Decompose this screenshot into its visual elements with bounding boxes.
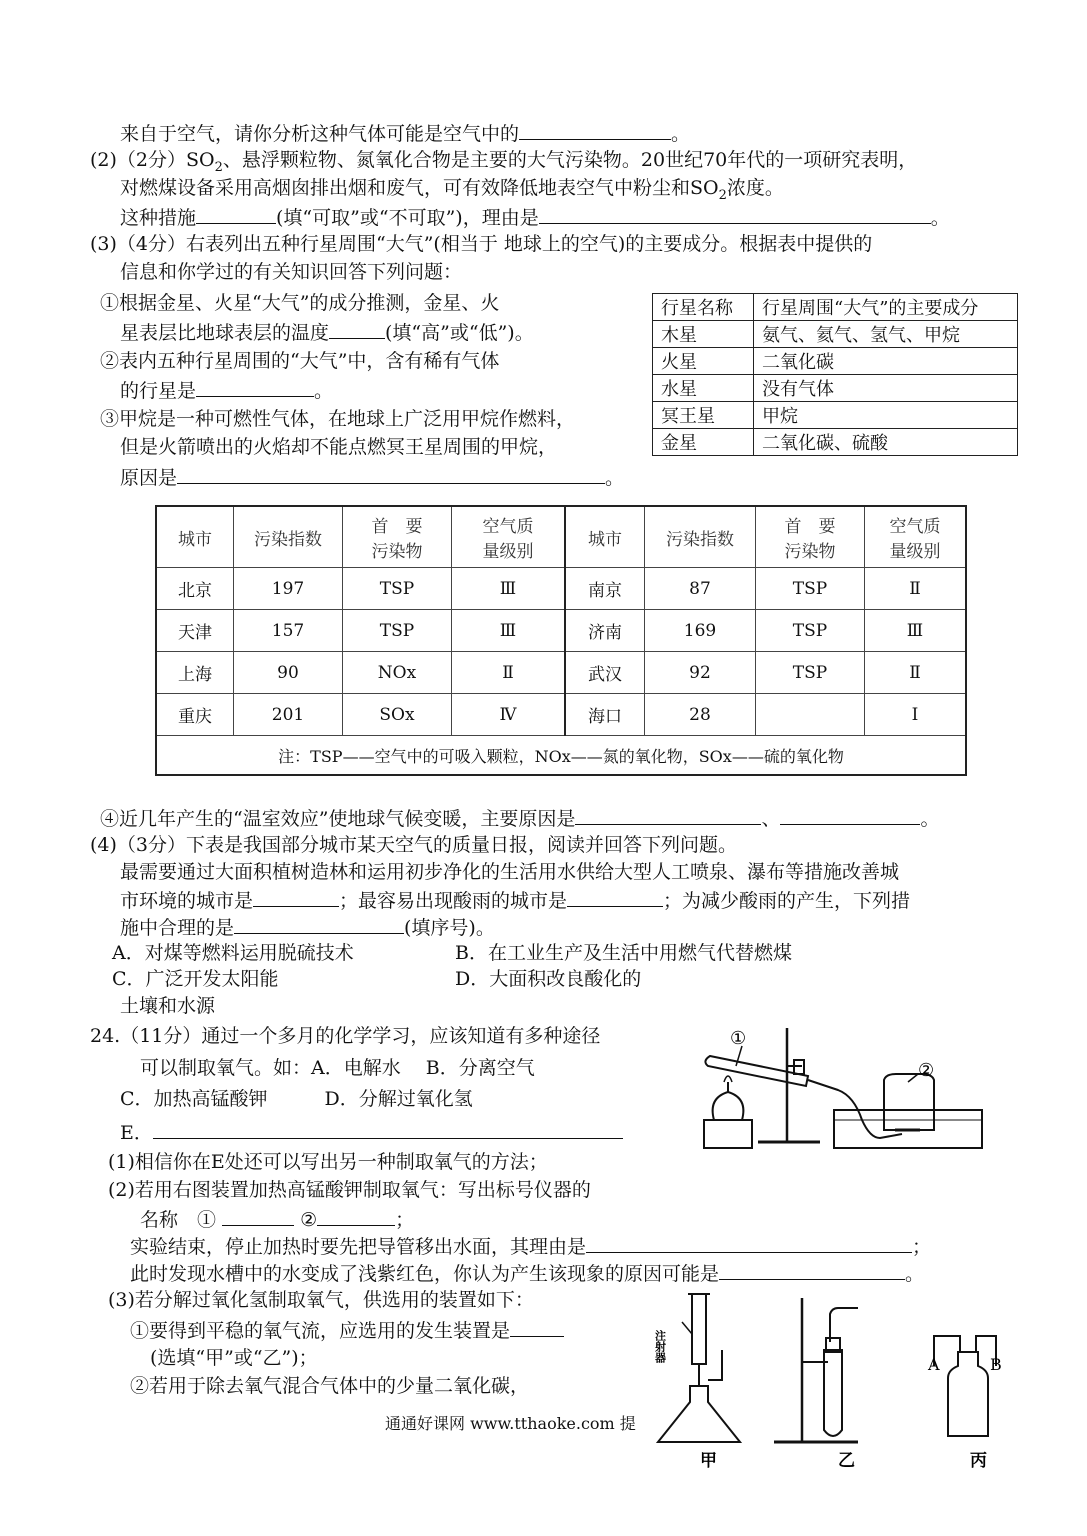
table-cell: Ⅲ (865, 610, 967, 652)
table-row (156, 652, 966, 694)
table-cell: 上海 (156, 652, 234, 694)
answer-blank[interactable] (177, 463, 605, 484)
table-row (653, 429, 1018, 456)
table-cell: 甲烷 (754, 402, 1018, 429)
table-cell: TSP (756, 568, 865, 610)
table-header-cell: 首 要 污染物 (756, 506, 865, 568)
table-cell: Ⅰ (865, 694, 967, 736)
q4-line4: 施中合理的是 (填序号)。 (120, 913, 495, 941)
answer-blank[interactable] (575, 804, 761, 825)
table-note: 注：TSP——空气中的可吸入颗粒，NOx——氮的氧化物，SOx——硫的氧化物 (156, 736, 966, 776)
q3-sub2-a: ②表内五种行星周围的“大气”中，含有稀有气体 (100, 350, 500, 372)
q24-sub1: (1)相信你在E处还可以写出另一种制取氧气的方法； (108, 1151, 548, 1173)
answer-blank[interactable] (196, 203, 276, 224)
table-cell: TSP (756, 652, 865, 694)
syringe-label: 注射器 (653, 1330, 667, 1363)
port-a-label: A (928, 1355, 940, 1374)
table-cell: 没有气体 (754, 375, 1018, 402)
q3-line1: (3)（4分）右表列出五种行星周围“大气”(相当于 地球上的空气)的主要成分。根据表中提供的 (90, 233, 873, 255)
q3-sub3-a: ③甲烷是一种可燃性气体，在地球上广泛用甲烷作燃料， (100, 408, 576, 430)
table-header-cell: 污染指数 (645, 506, 756, 568)
table-header-row (653, 294, 1018, 321)
answer-blank[interactable] (586, 1232, 912, 1253)
answer-blank[interactable] (153, 1118, 623, 1139)
option-c: C．广泛开发太阳能 (112, 968, 279, 990)
table-cell: 武汉 (565, 652, 645, 694)
answer-blank[interactable] (329, 318, 385, 339)
table-row (653, 402, 1018, 429)
q3-sub3-c: 原因是 。 (120, 463, 624, 491)
table-cell: 157 (234, 610, 343, 652)
device-bing-label: 丙 (970, 1451, 987, 1470)
q24-sub3-c: ②若用于除去氧气混合气体中的少量二氧化碳， (130, 1375, 530, 1397)
table-row (156, 610, 966, 652)
option-d: D．大面积改良酸化的 (455, 968, 642, 990)
city-air-quality-table (155, 505, 967, 776)
table-cell: 201 (234, 694, 343, 736)
mark-1-label: ① (730, 1028, 747, 1049)
table-row (653, 375, 1018, 402)
q24-sub3-b: (选填“甲”或“乙”)； (150, 1347, 318, 1369)
port-b-label: B (990, 1355, 1002, 1374)
device-jia-label: 甲 (700, 1451, 717, 1470)
table-cell: 二氧化碳 (754, 348, 1018, 375)
table-row (156, 568, 966, 610)
table-cell: 90 (234, 652, 343, 694)
table-row (156, 694, 966, 736)
option-b: B．在工业生产及生活中用燃气代替燃煤 (455, 942, 792, 964)
mark-2-label: ② (918, 1060, 935, 1081)
answer-blank[interactable] (510, 1316, 564, 1337)
table-cell: 金星 (653, 429, 754, 456)
q4-line1: (4)（3分）下表是我国部分城市某天空气的质量日报，阅读并回答下列问题。 (90, 834, 738, 856)
table-row (653, 321, 1018, 348)
table-cell: 二氧化碳、硫酸 (754, 429, 1018, 456)
q3-sub3-b: 但是火箭喷出的火焰却不能点燃冥王星周围的甲烷， (120, 436, 558, 458)
q3-sub1-a: ①根据金星、火星“大气”的成分推测，金星、火 (100, 292, 500, 314)
table-cell: TSP (343, 610, 452, 652)
page-footer: 通通好课网 www.tthaoke.com 提 (385, 1414, 636, 1433)
q3-sub1-b: 星表层比地球表层的温度 (填“高”或“低”)。 (120, 318, 534, 346)
table-header-cell: 城市 (156, 506, 234, 568)
oxygen-generator-options (648, 1290, 1023, 1470)
table-header-row (156, 506, 966, 568)
table-cell: 重庆 (156, 694, 234, 736)
table-cell: TSP (343, 568, 452, 610)
table-cell: 天津 (156, 610, 234, 652)
answer-blank[interactable] (539, 203, 931, 224)
q2-line1: (2)（2分）$SO_2$、悬浮颗粒物、氮氧化合物是主要的大气污染物。20世纪70年代的一项研究表明， (90, 149, 918, 175)
table-header-cell: 行星周围“大气”的主要成分 (754, 294, 1018, 321)
q24-sub3-a: ①要得到平稳的氧气流，应选用的发生装置是 (130, 1316, 564, 1344)
table-cell: 氨气、氦气、氢气、甲烷 (754, 321, 1018, 348)
device-yi-label: 乙 (838, 1451, 855, 1470)
table-row (653, 348, 1018, 375)
table-header-cell: 空气质 量级别 (865, 506, 967, 568)
answer-blank[interactable] (222, 1205, 294, 1226)
table-cell: 海口 (565, 694, 645, 736)
table-cell: TSP (756, 610, 865, 652)
q24-line1: 24.（11分）通过一个多月的化学学习，应该知道有多种途径 (90, 1025, 601, 1047)
table-cell: 北京 (156, 568, 234, 610)
q24-sub2-names: 名称 ① ② ； (140, 1205, 414, 1233)
table-cell (756, 694, 865, 736)
table-header-cell: 首 要 污染物 (343, 506, 452, 568)
answer-blank[interactable] (567, 886, 663, 907)
table-cell: Ⅲ (452, 610, 566, 652)
answer-blank[interactable] (519, 119, 671, 140)
q24-line4: E． (120, 1118, 623, 1146)
table-cell: 济南 (565, 610, 645, 652)
table-cell: 92 (645, 652, 756, 694)
q24-line2: 可以制取氧气。如：A．电解水 B．分离空气 (140, 1057, 535, 1079)
q24-sub2: (2)若用右图装置加热高锰酸钾制取氧气：写出标号仪器的 (108, 1179, 591, 1201)
q24-sub2-reason: 实验结束，停止加热时要先把导管移出水面，其理由是 ； (130, 1232, 931, 1260)
q24-sub3: (3)若分解过氧化氢制取氧气，供选用的装置如下： (108, 1289, 534, 1311)
q1-tail: 来自于空气，请你分析这种气体可能是空气中的 。 (120, 119, 690, 147)
q3-sub2-b: 的行星是 。 (120, 376, 333, 404)
table-cell: 南京 (565, 568, 645, 610)
kmno4-heating-apparatus (690, 1020, 990, 1150)
q3-line2: 信息和你学过的有关知识回答下列问题： (120, 261, 463, 283)
answer-blank[interactable] (317, 1205, 395, 1226)
table-cell: Ⅳ (452, 694, 566, 736)
table-cell: 87 (645, 568, 756, 610)
table-header-cell: 污染指数 (234, 506, 343, 568)
table-cell: NOx (343, 652, 452, 694)
table-header-cell: 城市 (565, 506, 645, 568)
answer-blank[interactable] (253, 886, 339, 907)
q4-line3: 市环境的城市是 ；最容易出现酸雨的城市是 ；为减少酸雨的产生，下列措 (120, 886, 910, 914)
table-cell: Ⅱ (865, 568, 967, 610)
table-note-row (156, 736, 966, 776)
table-cell: Ⅱ (452, 652, 566, 694)
table-cell: 火星 (653, 348, 754, 375)
option-a: A．对煤等燃料运用脱硫技术 (112, 942, 354, 964)
table-cell: 木星 (653, 321, 754, 348)
table-cell: 197 (234, 568, 343, 610)
q24-line3: C．加热高锰酸钾 D．分解过氧化氢 (120, 1088, 473, 1110)
q24-sub2-cause: 此时发现水槽中的水变成了浅紫红色，你认为产生该现象的原因可能是 。 (130, 1259, 924, 1287)
answer-blank[interactable] (234, 913, 404, 934)
table-cell: SOx (343, 694, 452, 736)
planet-atmosphere-table (652, 293, 1018, 456)
q3-sub4: ④近几年产生的“温室效应”使地球气候变暖，主要原因是 、 。 (100, 804, 939, 832)
answer-blank[interactable] (719, 1259, 905, 1280)
q2-line3: 这种措施 (填“可取”或“不可取”)，理由是 。 (120, 203, 950, 231)
answer-blank[interactable] (196, 376, 314, 397)
table-header-cell: 空气质 量级别 (452, 506, 566, 568)
table-cell: 28 (645, 694, 756, 736)
table-cell: Ⅱ (865, 652, 967, 694)
q2-line2: 对燃煤设备采用高烟囱排出烟和废气，可有效降低地表空气中粉尘和$SO_2$浓度。 (120, 177, 784, 203)
option-d-cont: 土壤和水源 (120, 995, 216, 1017)
table-cell: Ⅲ (452, 568, 566, 610)
answer-blank[interactable] (780, 804, 920, 825)
table-header-cell: 行星名称 (653, 294, 754, 321)
q4-line2: 最需要通过大面积植树造林和运用初步净化的生活用水供给大型人工喷泉、瀑布等措施改善城 (120, 861, 900, 883)
table-cell: 169 (645, 610, 756, 652)
table-cell: 水星 (653, 375, 754, 402)
table-cell: 冥王星 (653, 402, 754, 429)
